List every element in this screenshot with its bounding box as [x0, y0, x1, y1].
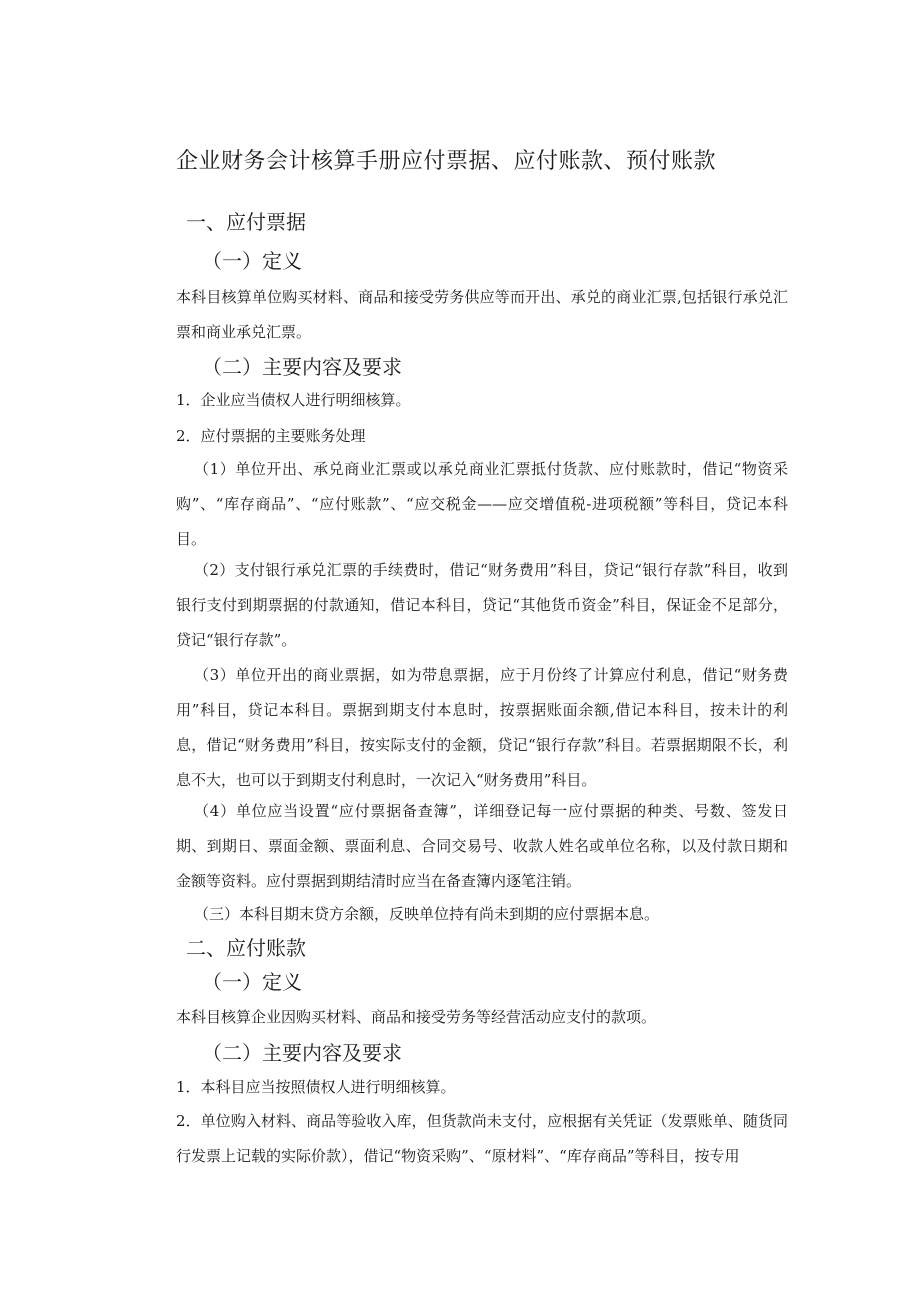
subheading-definition: （一）定义	[202, 249, 302, 273]
paragraph-sub-3: （3）单位开出的商业票据，如为带息票据，应于月份终了计算应付利息，借记“财务费用”科目，贷记本科目。票据到期支付本息时，按票据账面余额,借记本科目，按未计的利息，借记“财务费用”科目，按实际支付的金额，贷记“银行存款”科目。若票据期限不长，利息不大，也可以于到期支付利息时，一次记入“财务费用”科目。	[176, 666, 788, 789]
document-title: 企业财务会计核算手册应付票据、应付账款、预付账款	[176, 149, 717, 174]
paragraph-definition: 本科目核算单位购买材料、商品和接受劳务供应等而开出、承兑的商业汇票,包括银行承兑汇票和商业承兑汇票。	[176, 288, 788, 341]
subheading-requirements: （二）主要内容及要求	[202, 355, 402, 379]
paragraph-closing-balance: （三）本科目期末贷方余额，反映单位持有尚未到期的应付票据本息。	[194, 905, 660, 923]
list-item-2-2: 2．单位购入材料、商品等验收入库，但货款尚未支付，应根据有关凭证（发票账单、随货同行发票上记载的实际价款），借记“物资采购”、“原材料”、“库存商品”等科目，按专用	[176, 1112, 788, 1165]
list-item-1: 1．企业应当债权人进行明细核算。	[176, 391, 411, 409]
section-heading-notes-payable: 一、应付票据	[186, 210, 306, 234]
list-item-2-1: 1．本科目应当按照债权人进行明细核算。	[176, 1078, 456, 1096]
paragraph-sub-4: （4）单位应当设置“应付票据备查簿”，详细登记每一应付票据的种类、号数、签发日期、到期日、票面金额、票面利息、合同交易号、收款人姓名或单位名称，以及付款日期和金额等资料。应付票据到期结清时应当在备查簿内逐笔注销。	[176, 802, 788, 890]
list-item-2: 2．应付票据的主要账务处理	[176, 427, 366, 445]
section-heading-accounts-payable: 二、应付账款	[186, 936, 306, 960]
subheading-requirements-2: （二）主要内容及要求	[202, 1041, 402, 1065]
subheading-definition-2: （一）定义	[202, 970, 302, 994]
paragraph-definition-2: 本科目核算企业因购买材料、商品和接受劳务等经营活动应支付的款项。	[176, 1008, 657, 1026]
paragraph-sub-1: （1）单位开出、承兑商业汇票或以承兑商业汇票抵付货款、应付账款时，借记“物资采购”、“库存商品”、“应付账款”、“应交税金——应交增值税-进项税额”等科目，贷记本科目。	[176, 460, 788, 548]
paragraph-sub-2: （2）支付银行承兑汇票的手续费时，借记“财务费用”科目，贷记“银行存款”科目，收到银行支付到期票据的付款通知，借记本科目，贷记“其他货币资金”科目，保证金不足部分，贷记“银行存款”。	[176, 561, 788, 649]
